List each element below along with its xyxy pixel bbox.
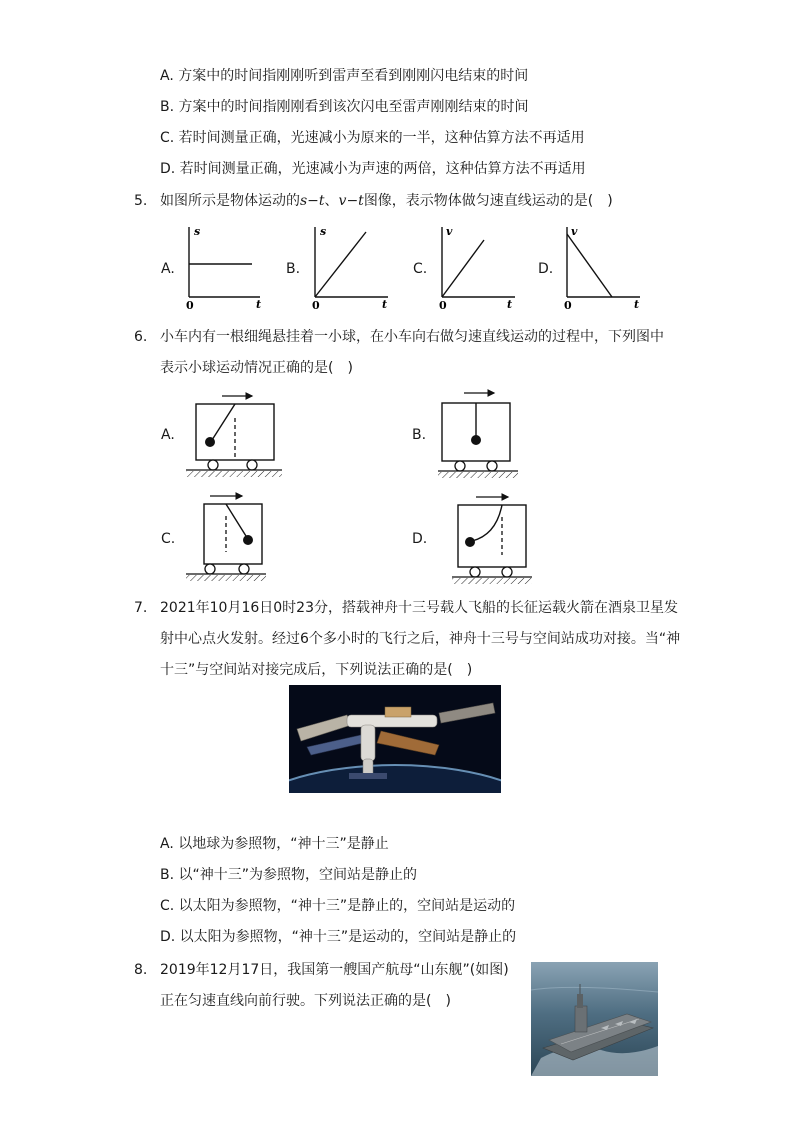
q7-option-d: D. 以太阳为参照物，“神十三”是运动的，空间站是静止的	[160, 929, 517, 945]
q5-graph-d	[554, 222, 650, 314]
q7-number: 7.	[134, 600, 148, 616]
q5-a-x-label: t	[256, 298, 262, 311]
q6-label-c: C.	[161, 531, 176, 547]
q8-number: 8.	[134, 962, 148, 978]
q6-label-b: B.	[412, 427, 427, 443]
q4-option-c: C. 若时间测量正确，光速减小为原来的一半，这种估算方法不再适用	[160, 130, 585, 146]
q5-label-c: C.	[413, 261, 428, 277]
q5-text-after: 图像，表示物体做匀速直线运动的是( )	[363, 193, 613, 209]
q5-b-origin: 0	[312, 299, 320, 312]
q5-b-y-label: s	[320, 225, 327, 238]
q5-sep: 、	[324, 193, 339, 209]
q5-c-origin: 0	[439, 299, 447, 312]
q5-graph-b	[302, 222, 398, 314]
q8-stem-line1: 2019年12月17日，我国第一艘国产航母“山东舰”(如图)	[160, 962, 509, 978]
q5-vt-label: v−t	[338, 193, 364, 209]
q6-stem-line1: 小车内有一根细绳悬挂着一小球，在小车向右做匀速直线运动的过程中，下列图中	[160, 329, 664, 345]
q5-label-d: D.	[538, 261, 554, 277]
space-station-image	[289, 685, 501, 793]
q6-cart-b	[436, 385, 520, 481]
q7-option-c: C. 以太阳为参照物，“神十三”是静止的，空间站是运动的	[160, 898, 516, 914]
q8-stem-line2: 正在匀速直线向前行驶。下列说法正确的是( )	[160, 993, 451, 1009]
q7-stem-line3: 十三”与空间站对接完成后，下列说法正确的是( )	[160, 662, 473, 678]
q6-cart-c	[184, 488, 274, 584]
q7-stem-line2: 射中心点火发射。经过6个多小时的飞行之后，神舟十三号与空间站成功对接。当“神	[160, 631, 681, 647]
q7-option-a: A. 以地球为参照物，“神十三”是静止	[160, 836, 389, 852]
q5-b-x-label: t	[382, 298, 388, 311]
q6-cart-d	[450, 489, 534, 585]
q5-label-b: B.	[286, 261, 301, 277]
q6-label-a: A.	[161, 427, 175, 443]
q6-label-d: D.	[412, 531, 428, 547]
q5-a-y-label: s	[194, 225, 201, 238]
q5-graph-c	[429, 222, 525, 314]
q5-d-x-label: t	[634, 298, 640, 311]
q4-option-d: D. 若时间测量正确，光速减小为声速的两倍，这种估算方法不再适用	[160, 161, 586, 177]
q5-d-y-label: v	[571, 225, 578, 238]
q5-graph-a	[176, 222, 272, 314]
q5-text-before: 如图所示是物体运动的	[160, 193, 300, 209]
q4-option-a: A. 方案中的时间指刚刚听到雷声至看到刚刚闪电结束的时间	[160, 68, 529, 84]
q7-option-b: B. 以“神十三”为参照物，空间站是静止的	[160, 867, 418, 883]
q5-a-origin: 0	[186, 299, 194, 312]
q5-number: 5.	[134, 193, 148, 209]
q5-d-origin: 0	[564, 299, 572, 312]
q5-stem	[160, 191, 613, 211]
q6-cart-a	[184, 388, 284, 480]
q5-c-x-label: t	[507, 298, 513, 311]
q5-c-y-label: v	[446, 225, 453, 238]
q4-option-b: B. 方案中的时间指刚刚看到该次闪电至雷声刚刚结束的时间	[160, 99, 529, 115]
aircraft-carrier-image	[531, 962, 658, 1076]
q7-stem-line1: 2021年10月16日0时23分，搭载神舟十三号载人飞船的长征运载火箭在酒泉卫星发	[160, 600, 678, 616]
q5-label-a: A.	[161, 261, 175, 277]
q6-number: 6.	[134, 329, 148, 345]
q6-stem-line2: 表示小球运动情况正确的是( )	[160, 360, 353, 376]
q5-st-label: s−t	[300, 193, 325, 209]
